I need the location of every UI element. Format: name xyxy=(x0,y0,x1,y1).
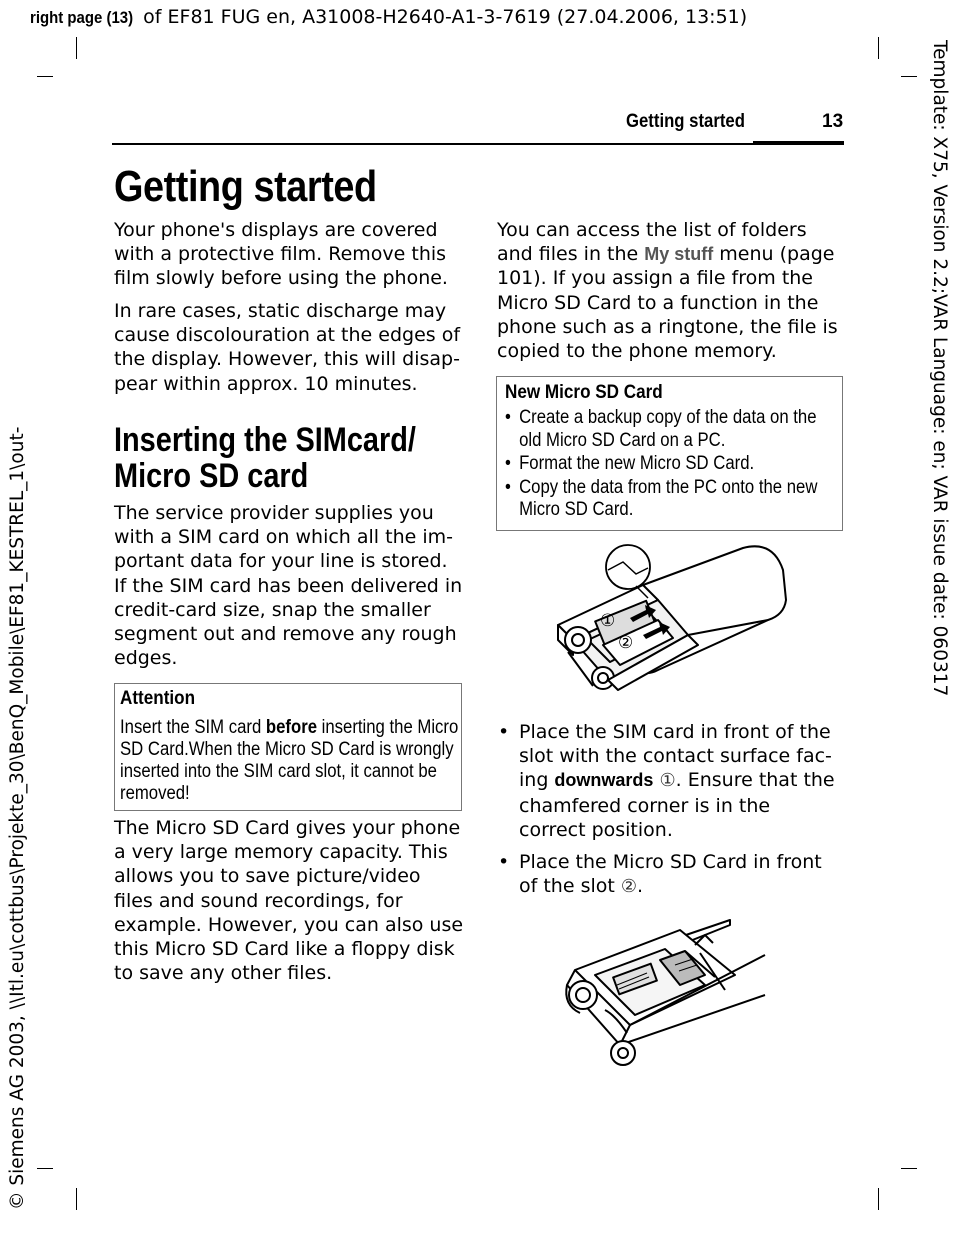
intro-paragraph: Your phone's displays are covered with a protective film. Remove this film slowly before using the phone. xyxy=(114,219,448,290)
menu-reference: My stuff xyxy=(644,244,714,265)
my-stuff-paragraph xyxy=(497,218,847,363)
sim-card-paragraph: The service provider supplies you with a SIM card on which all the im-portant data for your line is stored. If the SIM card has been delivered in credit-card size, snap the smaller segment out and remove any rough edges. xyxy=(114,502,463,670)
list-item: • Format the new Micro SD Card. xyxy=(505,453,836,476)
attention-title: Attention xyxy=(120,688,196,709)
new-micro-sd-box xyxy=(496,376,843,531)
attention-box xyxy=(114,683,462,811)
step-text: Place the Micro SD Card in front of the slot xyxy=(519,851,822,898)
sim-slot-illustration xyxy=(548,540,790,695)
print-meta-label: right page (13) xyxy=(30,8,134,27)
attention-text xyxy=(120,717,459,805)
intro-paragraph: In rare cases, static discharge may cause discolouration at the edges of the display. However, this will disap-pear within approx. 10 minutes. xyxy=(114,300,461,395)
step-emphasis: downwards xyxy=(554,770,654,791)
section-heading-line: Inserting the SIMcard/ xyxy=(114,421,416,459)
micro-sd-paragraph: The Micro SD Card gives your phone a very large memory capacity. This allows you to save picture/video files and sound recordings, for example. However, you can also use this Micro SD Card like a floppy disk to save any other files. xyxy=(114,817,464,985)
instruction-steps xyxy=(497,720,842,907)
paragraph-part: You can access the list of folders and files in the xyxy=(497,219,807,266)
step-item xyxy=(497,850,842,899)
page-title: Getting started xyxy=(114,162,377,211)
step-text: . Ensure that the chamfered corner is in the correct position. xyxy=(519,769,835,841)
section-heading-line: Micro SD card xyxy=(114,457,309,495)
new-micro-sd-list xyxy=(505,407,881,523)
crop-mark xyxy=(901,1168,917,1169)
figure-label-one: ① xyxy=(600,611,616,631)
crop-mark xyxy=(37,76,53,77)
crop-mark xyxy=(878,1188,879,1210)
list-item: • Create a backup copy of the data on the old Micro SD Card on a PC. xyxy=(505,407,836,452)
crop-mark xyxy=(76,37,77,59)
new-micro-sd-title: New Micro SD Card xyxy=(505,382,663,403)
list-item: • Copy the data from the PC onto the new Micro SD Card. xyxy=(505,477,836,522)
section-heading xyxy=(114,422,416,494)
attention-text-part: Insert the SIM card xyxy=(120,717,266,738)
step-item xyxy=(497,720,842,842)
attention-text-part: inserting the Micro SD Card.When the Micro SD Card is wrongly inserted into the SIM card slot, it cannot be removed! xyxy=(120,717,459,804)
figure-label-two: ② xyxy=(618,633,634,653)
copyright-path-vertical: © Siemens AG 2003, \\Itl.eu\cottbus\Projekte_30\BenQ_Mobile\EF81_KESTREL_1\out- xyxy=(7,426,28,1210)
paragraph-part: menu (page 101). If you assign a file from the Micro SD Card to a function in the phone such as a ringtone, the file is copied to the phone memory. xyxy=(497,243,838,363)
step-marker: ② xyxy=(620,876,638,898)
crop-mark xyxy=(37,1168,53,1169)
page-number: 13 xyxy=(822,111,844,132)
header-rule xyxy=(112,143,844,145)
crop-mark xyxy=(878,37,879,59)
step-text: . xyxy=(637,875,644,898)
print-meta-text: of EF81 FUG en, A31008-H2640-A1-3-7619 (27.04.2006, 13:51) xyxy=(137,6,748,28)
running-header-title: Getting started xyxy=(626,111,745,132)
card-insertion-illustration xyxy=(555,915,770,1075)
crop-mark xyxy=(901,76,917,77)
header-rule-accent xyxy=(753,141,844,145)
print-meta-line xyxy=(30,6,747,28)
step-marker: ① xyxy=(659,770,676,792)
crop-mark xyxy=(76,1188,77,1210)
attention-text-bold: before xyxy=(265,717,318,738)
step-text: Place the SIM card in front of the slot with the contact surface fac-ing xyxy=(519,721,832,792)
template-info-vertical: Template: X75, Version 2.2;VAR Language: en; VAR issue date: 060317 xyxy=(929,40,950,697)
